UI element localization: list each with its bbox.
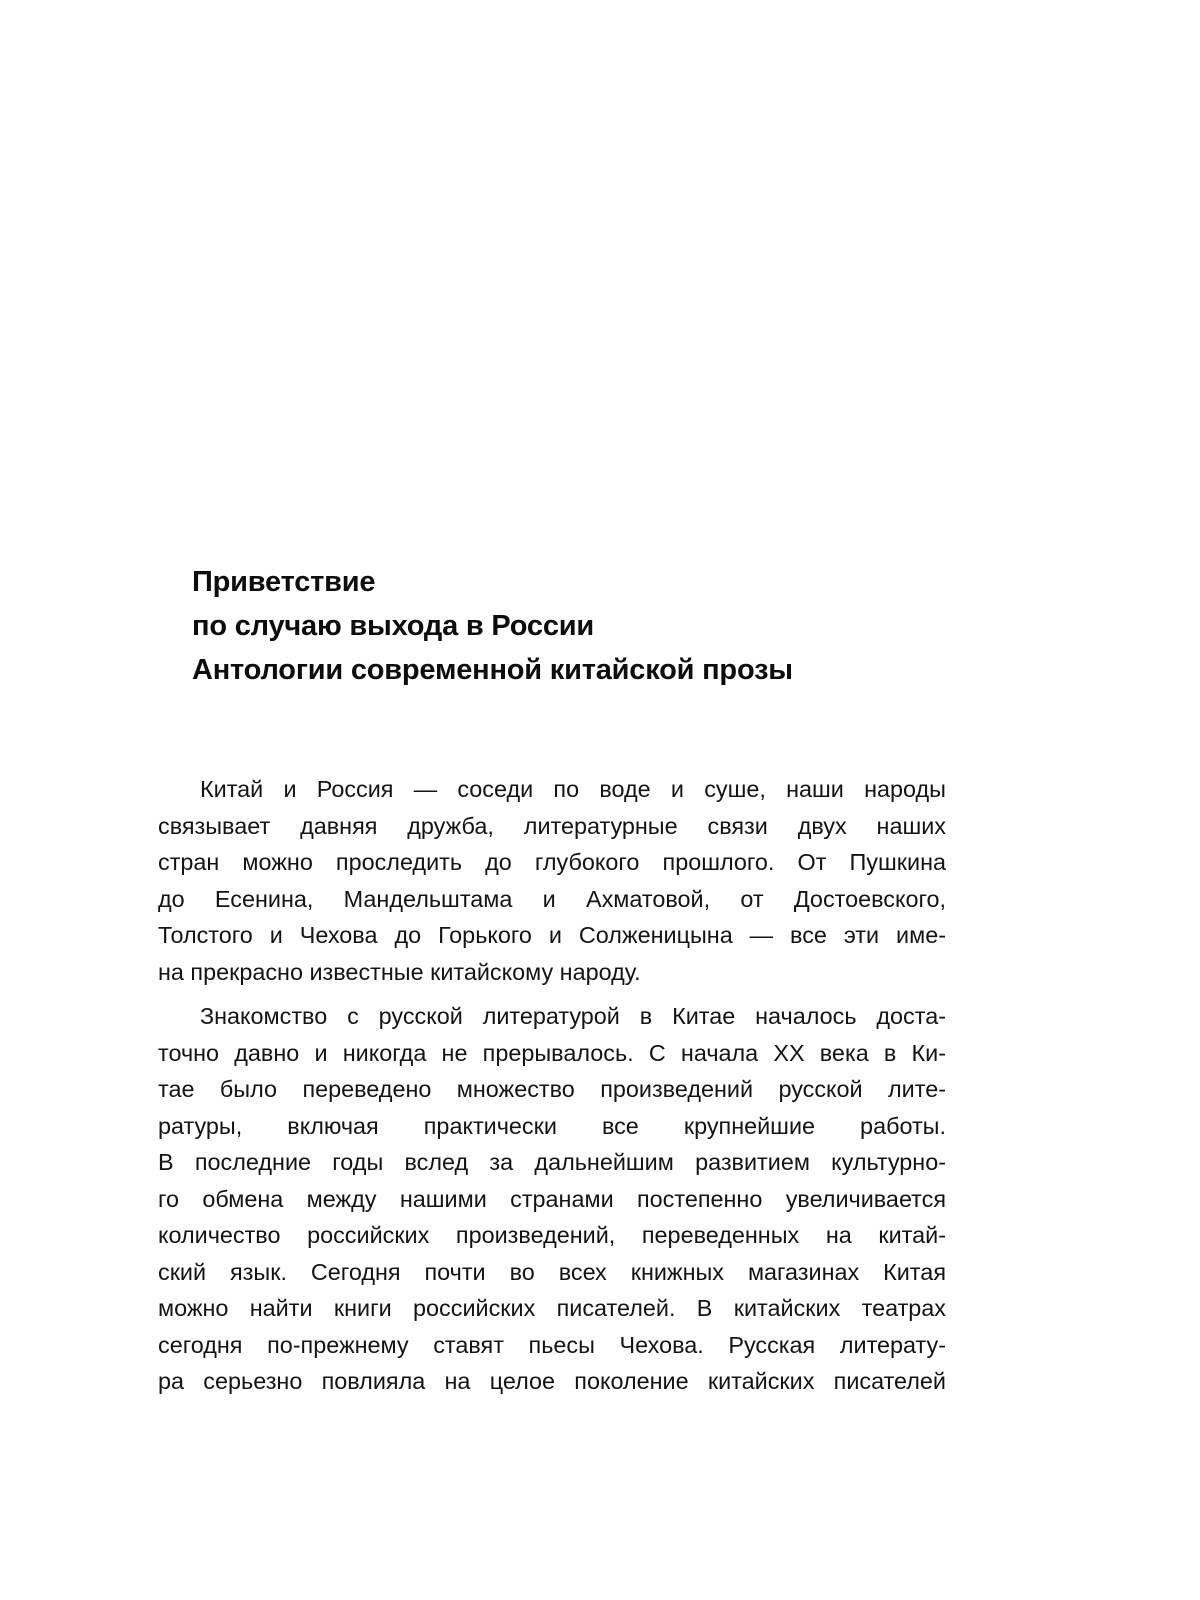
text-line: связывает давняя дружба, литературные связи двух наших: [158, 812, 946, 839]
title-line: по случаю выхода в России: [192, 610, 595, 642]
text-line: Китай и Россия — соседи по воде и суше, наши народы: [200, 776, 946, 802]
title-line: Приветствие: [192, 566, 376, 598]
text-line: Знакомство с русской литературой в Китае началось доста-: [200, 1003, 946, 1029]
text-line: точно давно и никогда не прерывалось. С начала XX века в Ки-: [158, 1039, 946, 1066]
text-line: количество российских произведений, переведенных на китай-: [158, 1222, 946, 1248]
text-line: на прекрасно известные китайскому народу.: [158, 958, 641, 985]
paragraph: [158, 771, 946, 990]
text-line: ратуры, включая практически все крупнейшие работы.: [158, 1112, 946, 1139]
paragraph: [158, 998, 946, 1400]
text-line: ский язык. Сегодня почти во всех книжных магазинах Китая: [158, 1258, 946, 1285]
page-title: [192, 560, 952, 692]
text-line: тае было переведено множество произведений русской лите-: [158, 1076, 946, 1102]
text-line: стран можно проследить до глубокого прошлого. От Пушкина: [158, 849, 946, 875]
text-line: сегодня по-прежнему ставят пьесы Чехова. Русская литерату-: [158, 1331, 946, 1358]
title-line: Антологии современной китайской прозы: [192, 654, 793, 686]
text-line: В последние годы вслед за дальнейшим развитием культурно-: [158, 1149, 946, 1175]
body-text: [158, 771, 946, 1400]
text-line: можно найти книги российских писателей. В китайских театрах: [158, 1295, 946, 1321]
text-line: до Есенина, Мандельштама и Ахматовой, от Достоевского,: [158, 885, 946, 912]
text-line: го обмена между нашими странами постепенно увеличивается: [158, 1185, 946, 1212]
text-line: ра серьезно повлияла на целое поколение китайских писателей: [158, 1368, 946, 1394]
text-line: Толстого и Чехова до Горького и Солженицына — все эти име-: [158, 922, 946, 948]
